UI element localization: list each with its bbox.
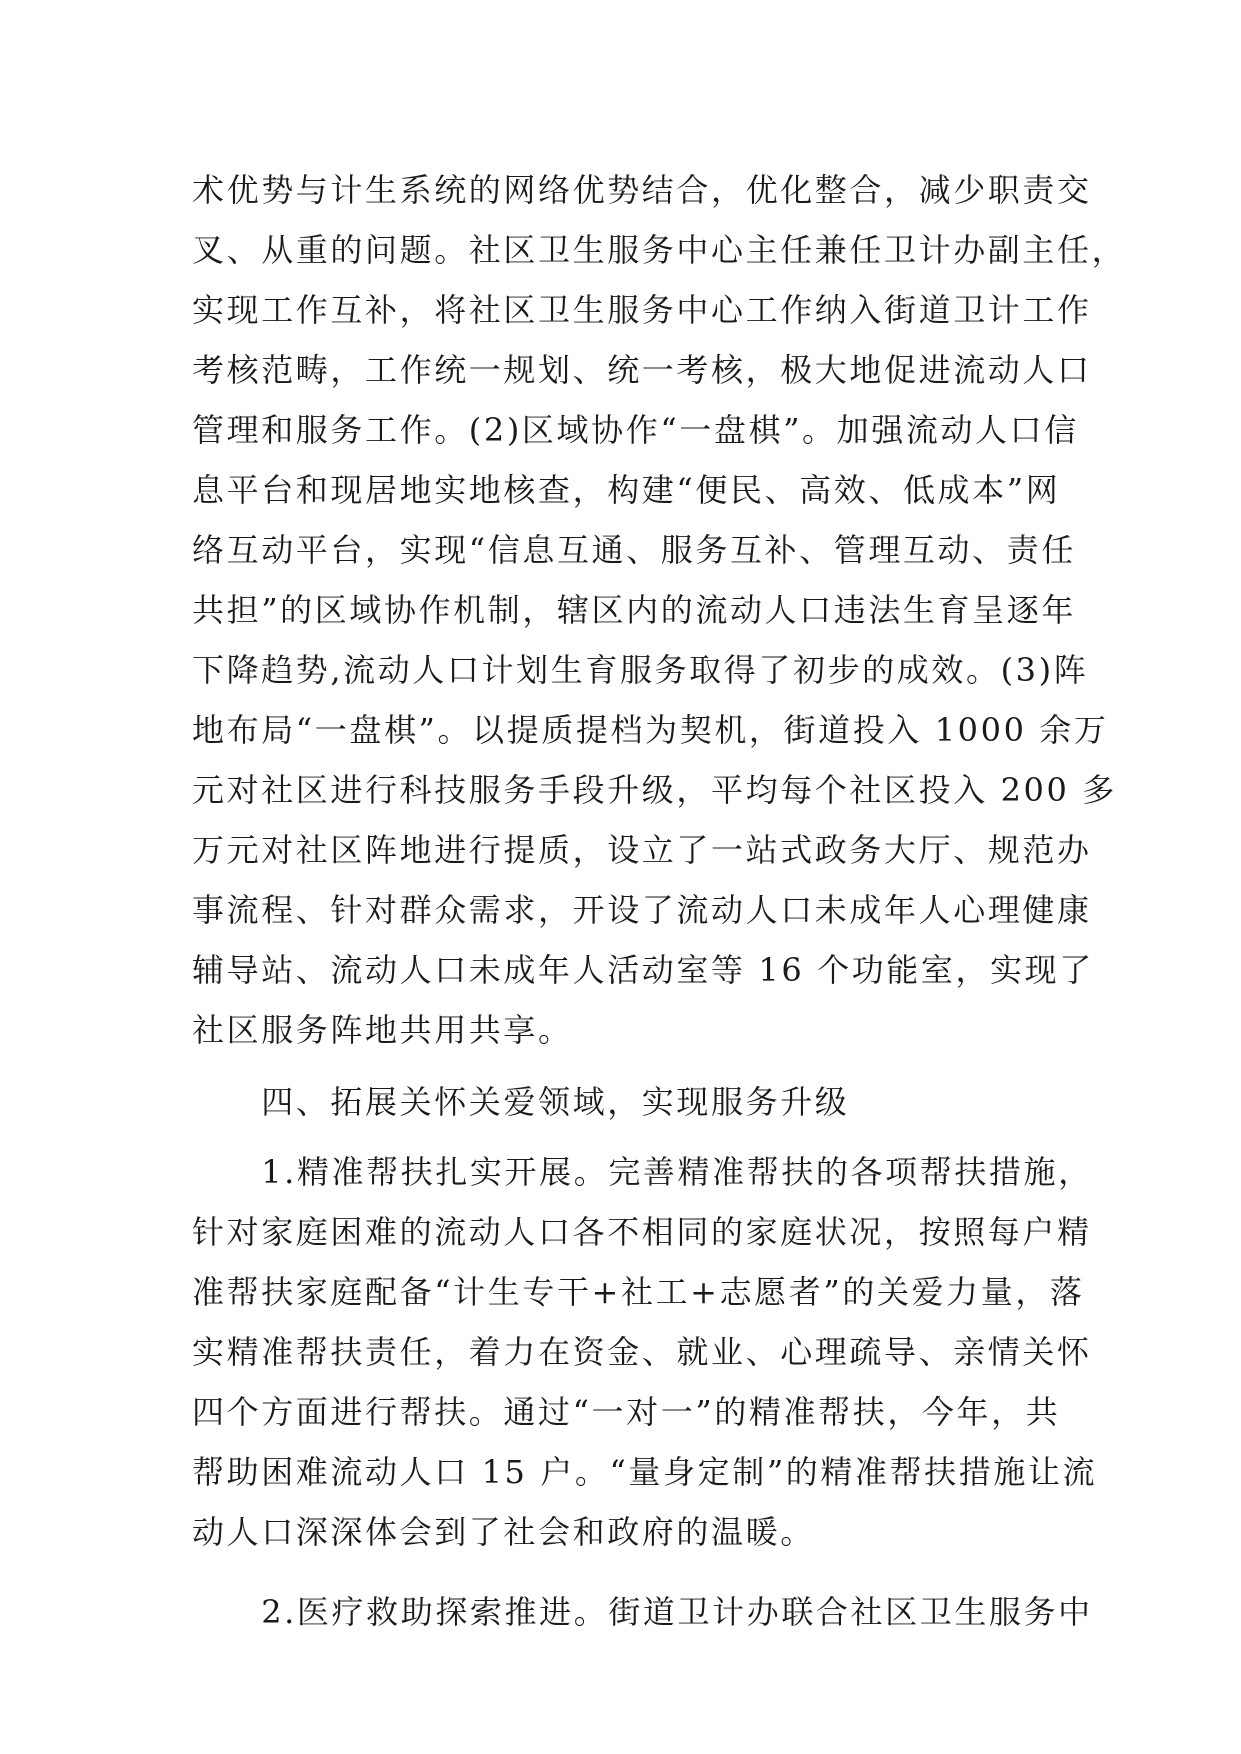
text-line: 叉、从重的问题。社区卫生服务中心主任兼任卫计办副主任， [192, 231, 1127, 269]
text-line: 事流程、针对群众需求，开设了流动人口未成年人心理健康 [192, 891, 1092, 929]
paragraph-start-line: 1.精准帮扶扎实开展。完善精准帮扶的各项帮扶措施， [192, 1153, 1093, 1191]
text-line: 实现工作互补，将社区卫生服务中心工作纳入街道卫计工作 [192, 291, 1092, 329]
text-line: 帮助困难流动人口 15 户。“量身定制”的精准帮扶措施让流 [192, 1453, 1098, 1491]
text-line: 万元对社区阵地进行提质，设立了一站式政务大厅、规范办 [192, 831, 1092, 869]
paragraph-start-line: 2.医疗救助探索推进。街道卫计办联合社区卫生服务中 [192, 1593, 1093, 1631]
text-line: 动人口深深体会到了社会和政府的温暖。 [192, 1513, 815, 1551]
text-line: 四个方面进行帮扶。通过“一对一”的精准帮扶，今年，共 [192, 1393, 1061, 1431]
text-line: 社区服务阵地共用共享。 [192, 1011, 573, 1049]
text-line: 元对社区进行科技服务手段升级，平均每个社区投入 200 多 [192, 771, 1117, 809]
text-line: 准帮扶家庭配备“计生专干+社工+志愿者”的关爱力量，落 [192, 1273, 1085, 1311]
text-line: 息平台和现居地实地核查，构建“便民、高效、低成本”网 [192, 471, 1061, 509]
document-body [192, 160, 1127, 1642]
text-line: 地布局“一盘棋”。以提质提档为契机，街道投入 1000 余万 [192, 711, 1109, 749]
section-heading: 四、拓展关怀关爱领域，实现服务升级 [192, 1083, 850, 1121]
text-line: 实精准帮扶责任，着力在资金、就业、心理疏导、亲情关怀 [192, 1333, 1092, 1371]
text-line: 辅导站、流动人口未成年人活动室等 16 个功能室，实现了 [192, 951, 1094, 989]
text-line: 考核范畴，工作统一规划、统一考核，极大地促进流动人口 [192, 351, 1092, 389]
text-line: 术优势与计生系统的网络优势结合，优化整合，减少职责交 [192, 171, 1092, 209]
text-line: 下降趋势,流动人口计划生育服务取得了初步的成效。(3)阵 [192, 651, 1089, 689]
text-line: 共担”的区域协作机制，辖区内的流动人口违法生育呈逐年 [192, 591, 1076, 629]
text-line: 针对家庭困难的流动人口各不相同的家庭状况，按照每户精 [192, 1213, 1092, 1251]
text-line: 管理和服务工作。(2)区域协作“一盘棋”。加强流动人口信 [192, 411, 1079, 449]
text-line: 络互动平台，实现“信息互通、服务互补、管理互动、责任 [192, 531, 1076, 569]
